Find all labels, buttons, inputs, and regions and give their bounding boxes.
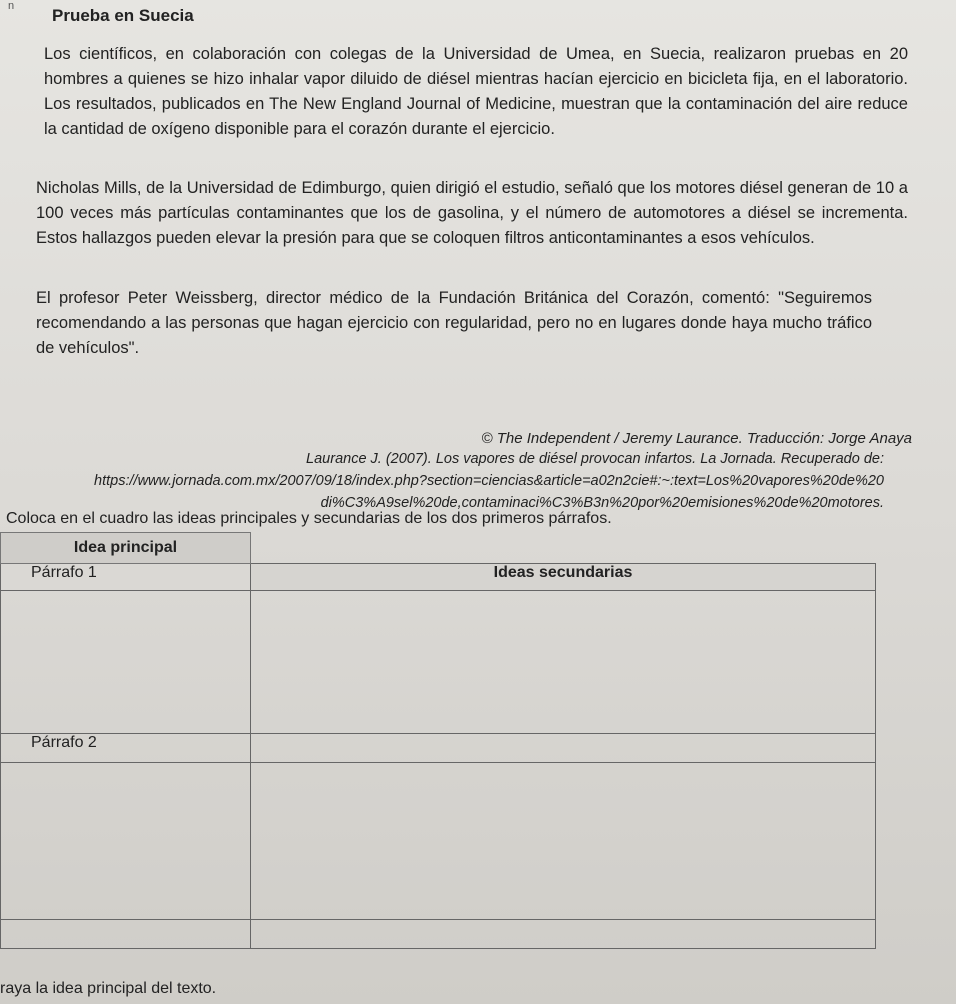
- table-row: [1, 591, 876, 734]
- cell-p2-main-idea[interactable]: [1, 763, 251, 920]
- cell-p2-secondary-idea-1[interactable]: [251, 763, 876, 920]
- header-ideas-secundarias: Ideas secundarias: [251, 564, 876, 591]
- row-label-parrafo-2: Párrafo 2: [1, 734, 251, 763]
- table-row: [1, 564, 876, 591]
- header-idea-principal: Idea principal: [1, 533, 251, 564]
- table-header-row: [1, 533, 876, 564]
- source-credit: © The Independent / Jeremy Laurance. Traducción: Jorge Anaya: [481, 430, 912, 447]
- corner-mark: n: [8, 0, 15, 12]
- reference-citation: Laurance J. (2007). Los vapores de diésel provocan infartos. La Jornada. Recuperado de: https://www.jornada.com.mx/2007/09/18/index.php?section=ciencias&article=a02n2cie#:~:text=Los%20vapores%20de%20 di%C3%A9sel%20de,contaminaci%C3%B3n%20por%20emisiones%20de%20motores.: [94, 451, 884, 511]
- cell-p2-main-idea-extra[interactable]: [1, 920, 251, 949]
- cell-p1-secondary-idea-1[interactable]: [251, 591, 876, 734]
- paragraph-1: Los científicos, en colaboración con colegas de la Universidad de Umea, en Suecia, realizaron pruebas en 20 hombres a quienes se hizo inhalar vapor diluido de diésel mientras hacían ejercicio en bicicleta fija, en el laboratorio. Los resultados, publicados en The New England Journal of Medicine, muestran que la contaminación del aire reduce la cantidad de oxígeno disponible para el corazón durante el ejercicio.: [44, 45, 908, 138]
- paragraph-3: El profesor Peter Weissberg, director médico de la Fundación Británica del Corazón, comentó: "Seguiremos recomendando a las personas que hagan ejercicio con regularidad, pero no en lugares donde haya mucho tráfico de vehículos".: [36, 289, 872, 357]
- page-title: Prueba en Suecia: [52, 6, 194, 25]
- cell-p2-secondary-idea-2[interactable]: [251, 920, 876, 949]
- paragraph-2: Nicholas Mills, de la Universidad de Edimburgo, quien dirigió el estudio, señaló que los motores diésel generan de 10 a 100 veces más partículas contaminantes que los de gasolina, y el número de automotores a diésel se incrementa. Estos hallazgos pueden elevar la presión para que se coloquen filtros anticontaminantes a esos vehículos.: [36, 179, 908, 247]
- footer-instruction: raya la idea principal del texto.: [0, 980, 217, 997]
- exercise-instruction: Coloca en el cuadro las ideas principales y secundarias de los dos primeros párrafos.: [6, 510, 612, 527]
- row-label-parrafo-1: Párrafo 1: [1, 564, 251, 591]
- answer-table-wrapper: [0, 532, 880, 978]
- answer-table: [0, 532, 876, 949]
- cell-p1-secondary-idea-2[interactable]: [251, 734, 876, 763]
- cell-p1-main-idea[interactable]: [1, 591, 251, 734]
- table-row: [1, 763, 876, 920]
- header-spacer: [251, 533, 876, 564]
- table-row: [1, 734, 876, 763]
- table-row: [1, 920, 876, 949]
